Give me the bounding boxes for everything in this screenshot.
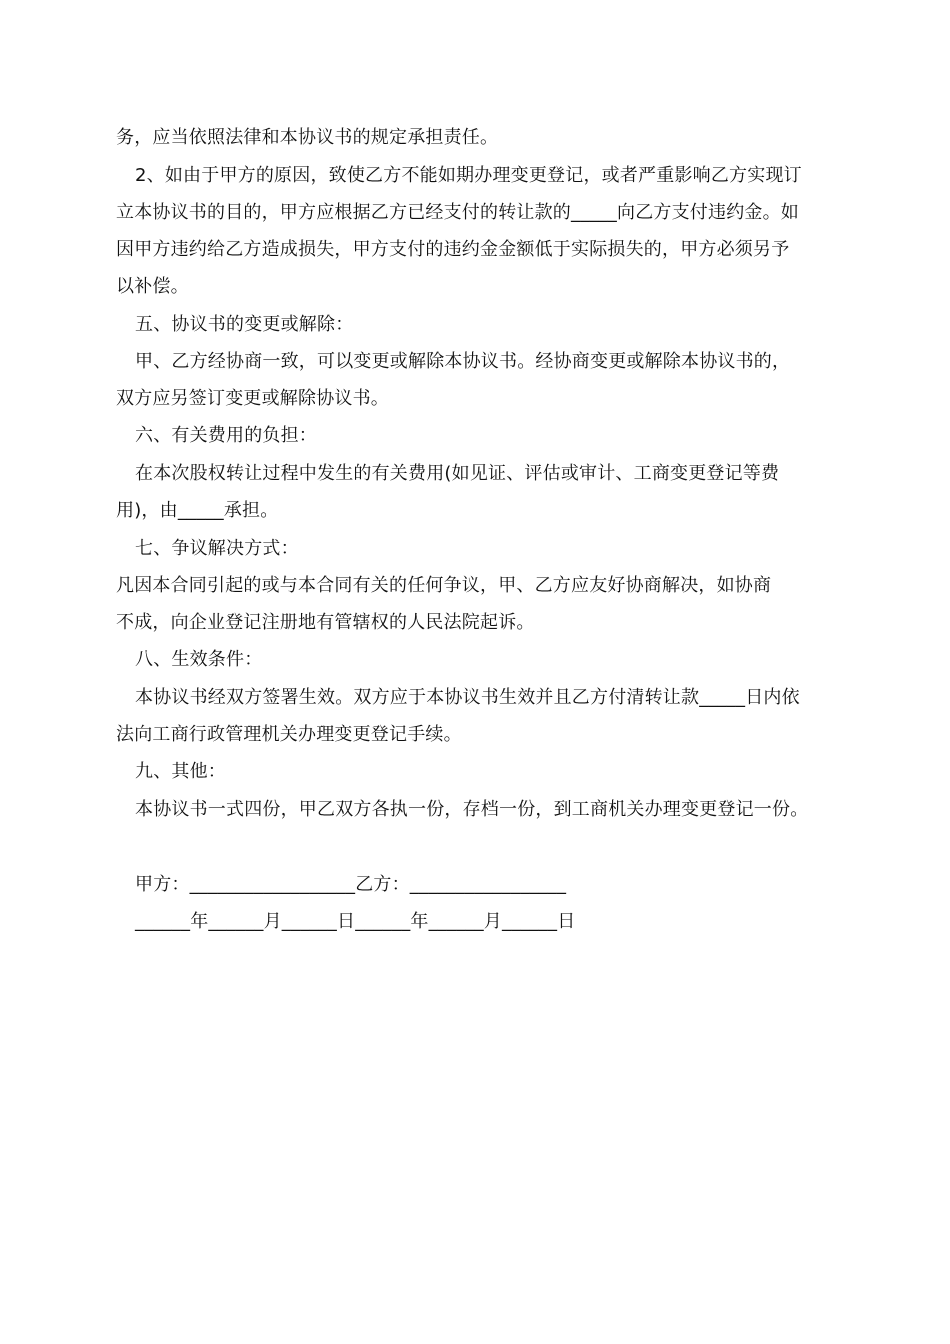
paragraph-line: 法向工商行政管理机关办理变更登记手续。 [116,724,462,745]
paragraph-line: 本协议书经双方签署生效。双方应于本协议书生效并且乙方付清转让款_____日内依 [135,687,800,708]
paragraph-line: 务，应当依照法律和本协议书的规定承担责任。 [116,127,499,148]
paragraph-line: 在本次股权转让过程中发生的有关费用(如见证、评估或审计、工商变更登记等费 [135,463,780,484]
date-line: ______年______月______日______年______月______日 [135,911,576,932]
paragraph-line: 甲、乙方经协商一致，可以变更或解除本协议书。经协商变更或解除本协议书的， [135,351,791,372]
paragraph-line: 因甲方违约给乙方造成损失，甲方支付的违约金金额低于实际损失的，甲方必须另予 [116,239,790,260]
section-heading: 六、有关费用的负担： [135,425,317,446]
paragraph-line: 不成，向企业登记注册地有管辖权的人民法院起诉。 [116,612,535,633]
section-heading: 九、其他： [135,761,226,782]
paragraph-line: 2、如由于甲方的原因，致使乙方不能如期办理变更登记，或者严重影响乙方实现订 [135,165,802,186]
paragraph-line: 本协议书一式四份，甲乙双方各执一份，存档一份，到工商机关办理变更登记一份。 [135,799,809,820]
paragraph-line: 凡因本合同引起的或与本合同有关的任何争议，甲、乙方应友好协商解决，如协商 [116,575,772,596]
section-heading: 八、生效条件： [135,649,263,670]
paragraph-line: 立本协议书的目的，甲方应根据乙方已经支付的转让款的_____向乙方支付违约金。如 [116,202,799,223]
paragraph-line: 双方应另签订变更或解除协议书。 [116,388,389,409]
signature-line: 甲方：__________________乙方：_________________ [135,874,567,895]
paragraph-line: 用)，由_____承担。 [116,500,279,521]
section-heading: 七、争议解决方式： [135,538,299,559]
paragraph-line: 以补偿。 [116,276,189,297]
section-heading: 五、协议书的变更或解除： [135,314,354,335]
